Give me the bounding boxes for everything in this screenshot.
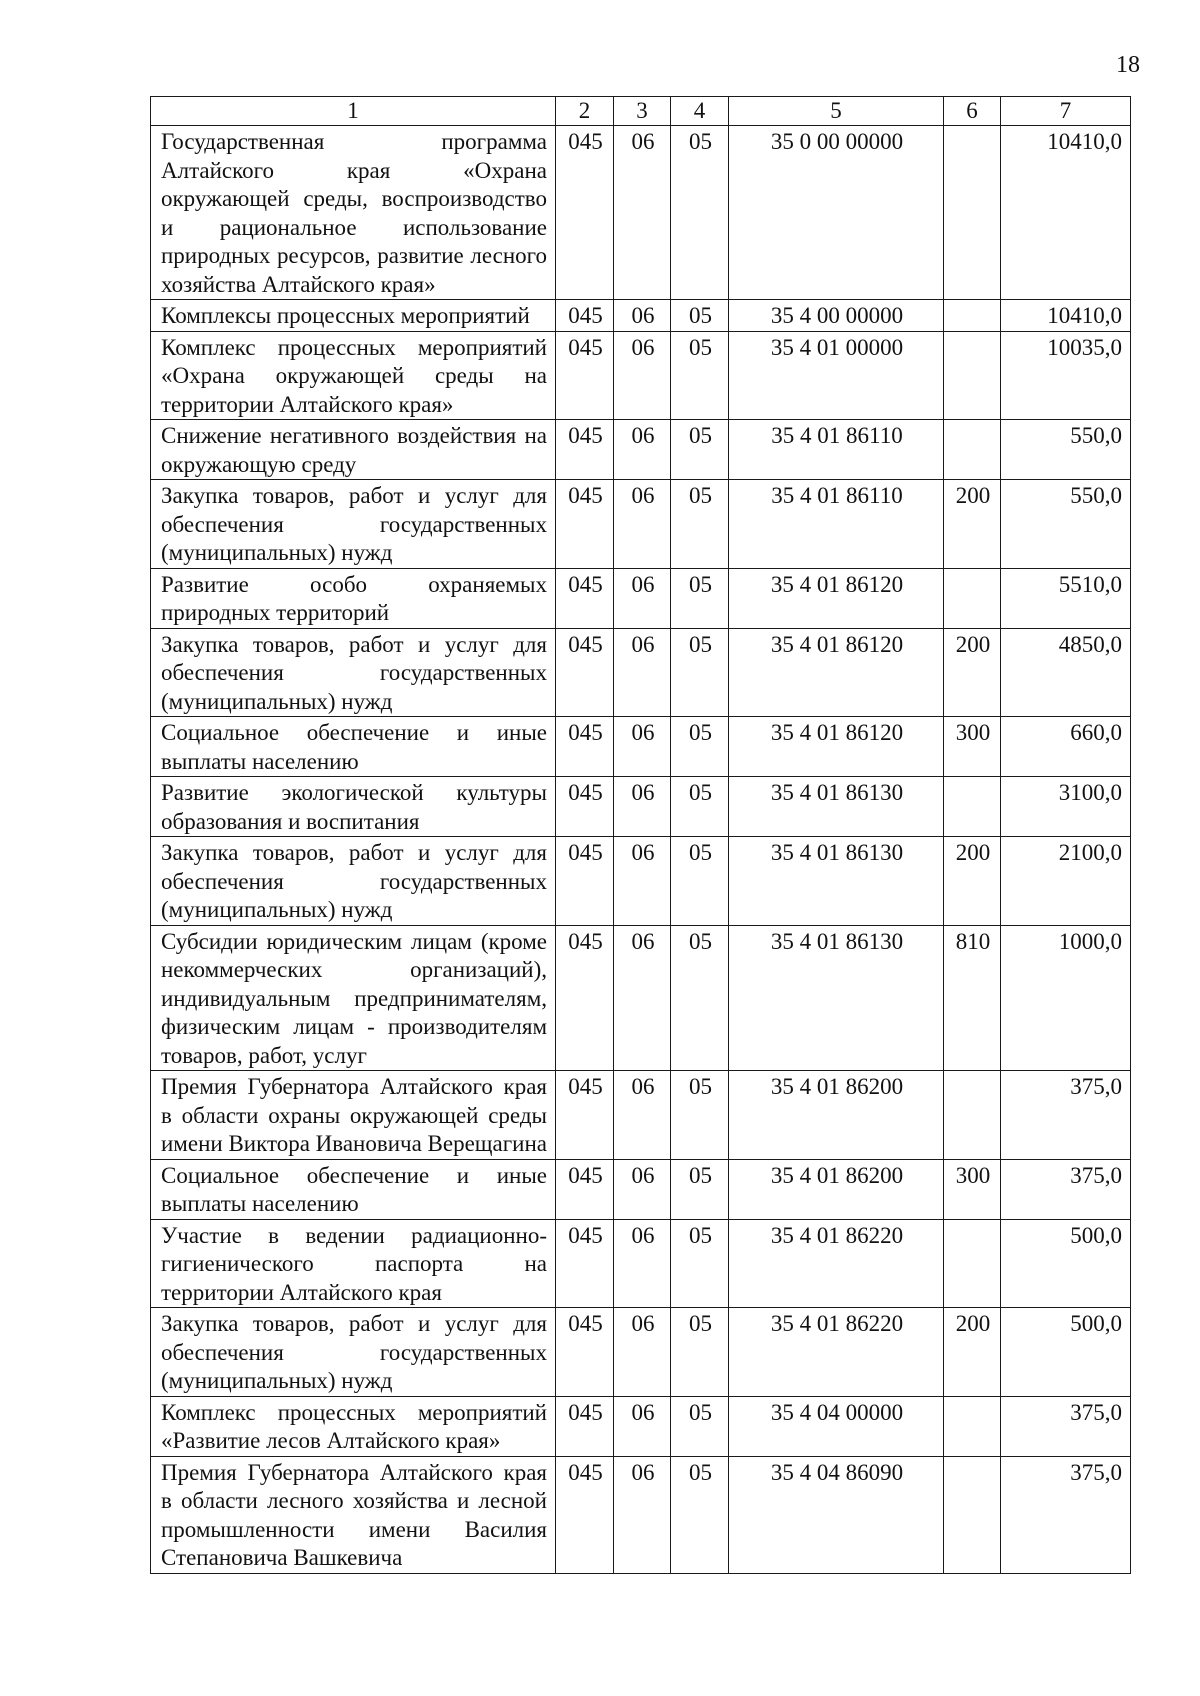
- expense-type-cell: [944, 300, 1001, 332]
- target-article-cell: 35 4 01 86130: [729, 925, 944, 1071]
- expense-type-cell: [944, 1456, 1001, 1573]
- section-code-cell: 06: [614, 568, 671, 628]
- subsection-code-cell: 05: [671, 300, 729, 332]
- item-name-cell: Снижение негативного воздействия на окружающую среду: [151, 420, 556, 480]
- target-article-cell: 35 4 01 86120: [729, 568, 944, 628]
- section-code-cell: 06: [614, 628, 671, 717]
- subsection-code-cell: 05: [671, 628, 729, 717]
- subsection-code-cell: 05: [671, 1308, 729, 1397]
- table-row: [151, 1396, 1131, 1456]
- item-name-cell: Субсидии юридическим лицам (кроме некоммерческих организаций), индивидуальным предпринимателям, физическим лицам - производителям товаров, работ, услуг: [151, 925, 556, 1071]
- ministry-code-cell: 045: [556, 628, 614, 717]
- section-code-cell: 06: [614, 126, 671, 300]
- table-row: [151, 1308, 1131, 1397]
- amount-cell: 10410,0: [1001, 126, 1131, 300]
- header-row: [151, 97, 1131, 126]
- expense-type-cell: [944, 1219, 1001, 1308]
- subsection-code-cell: 05: [671, 420, 729, 480]
- target-article-cell: 35 4 04 00000: [729, 1396, 944, 1456]
- table-body: [151, 126, 1131, 1574]
- table-row: [151, 717, 1131, 777]
- expense-type-cell: [944, 1071, 1001, 1160]
- table-row: [151, 568, 1131, 628]
- expense-type-cell: 300: [944, 717, 1001, 777]
- section-code-cell: 06: [614, 1308, 671, 1397]
- section-code-cell: 06: [614, 1396, 671, 1456]
- section-code-cell: 06: [614, 777, 671, 837]
- column-header-7: 7: [1001, 97, 1131, 126]
- table-row: [151, 837, 1131, 926]
- item-name-cell: Комплексы процессных мероприятий: [151, 300, 556, 332]
- ministry-code-cell: 045: [556, 126, 614, 300]
- amount-cell: 10035,0: [1001, 331, 1131, 420]
- section-code-cell: 06: [614, 1159, 671, 1219]
- amount-cell: 375,0: [1001, 1071, 1131, 1160]
- subsection-code-cell: 05: [671, 1071, 729, 1160]
- subsection-code-cell: 05: [671, 777, 729, 837]
- amount-cell: 550,0: [1001, 480, 1131, 569]
- expense-type-cell: 200: [944, 480, 1001, 569]
- target-article-cell: 35 4 01 86120: [729, 628, 944, 717]
- table-row: [151, 1219, 1131, 1308]
- item-name-cell: Социальное обеспечение и иные выплаты населению: [151, 717, 556, 777]
- target-article-cell: 35 4 01 86200: [729, 1071, 944, 1160]
- target-article-cell: 35 4 04 86090: [729, 1456, 944, 1573]
- section-code-cell: 06: [614, 331, 671, 420]
- amount-cell: 375,0: [1001, 1159, 1131, 1219]
- table-row: [151, 1071, 1131, 1160]
- amount-cell: 550,0: [1001, 420, 1131, 480]
- expense-type-cell: [944, 420, 1001, 480]
- ministry-code-cell: 045: [556, 1456, 614, 1573]
- amount-cell: 5510,0: [1001, 568, 1131, 628]
- page-number: 18: [1116, 52, 1140, 78]
- subsection-code-cell: 05: [671, 837, 729, 926]
- expense-type-cell: 200: [944, 628, 1001, 717]
- target-article-cell: 35 4 01 86220: [729, 1219, 944, 1308]
- target-article-cell: 35 4 01 86200: [729, 1159, 944, 1219]
- target-article-cell: 35 4 01 86130: [729, 777, 944, 837]
- section-code-cell: 06: [614, 1219, 671, 1308]
- subsection-code-cell: 05: [671, 925, 729, 1071]
- table-row: [151, 925, 1131, 1071]
- item-name-cell: Закупка товаров, работ и услуг для обеспечения государственных (муниципальных) нужд: [151, 480, 556, 569]
- item-name-cell: Социальное обеспечение и иные выплаты населению: [151, 1159, 556, 1219]
- expense-type-cell: 300: [944, 1159, 1001, 1219]
- subsection-code-cell: 05: [671, 568, 729, 628]
- amount-cell: 4850,0: [1001, 628, 1131, 717]
- item-name-cell: Премия Губернатора Алтайского края в области охраны окружающей среды имени Виктора Ивановича Верещагина: [151, 1071, 556, 1160]
- table-row: [151, 126, 1131, 300]
- column-header-5: 5: [729, 97, 944, 126]
- item-name-cell: Развитие особо охраняемых природных территорий: [151, 568, 556, 628]
- amount-cell: 2100,0: [1001, 837, 1131, 926]
- budget-table: [150, 96, 1131, 1574]
- amount-cell: 500,0: [1001, 1219, 1131, 1308]
- target-article-cell: 35 4 01 86130: [729, 837, 944, 926]
- amount-cell: 3100,0: [1001, 777, 1131, 837]
- ministry-code-cell: 045: [556, 480, 614, 569]
- item-name-cell: Премия Губернатора Алтайского края в области лесного хозяйства и лесной промышленности имени Василия Степановича Вашкевича: [151, 1456, 556, 1573]
- column-header-1: 1: [151, 97, 556, 126]
- target-article-cell: 35 4 01 86120: [729, 717, 944, 777]
- target-article-cell: 35 0 00 00000: [729, 126, 944, 300]
- table-row: [151, 628, 1131, 717]
- column-header-6: 6: [944, 97, 1001, 126]
- amount-cell: 375,0: [1001, 1396, 1131, 1456]
- item-name-cell: Закупка товаров, работ и услуг для обеспечения государственных (муниципальных) нужд: [151, 837, 556, 926]
- expense-type-cell: [944, 777, 1001, 837]
- column-header-4: 4: [671, 97, 729, 126]
- subsection-code-cell: 05: [671, 1396, 729, 1456]
- item-name-cell: Комплекс процессных мероприятий «Охрана окружающей среды на территории Алтайского края»: [151, 331, 556, 420]
- amount-cell: 375,0: [1001, 1456, 1131, 1573]
- ministry-code-cell: 045: [556, 1219, 614, 1308]
- table-row: [151, 300, 1131, 332]
- target-article-cell: 35 4 01 86110: [729, 420, 944, 480]
- expense-type-cell: 200: [944, 837, 1001, 926]
- subsection-code-cell: 05: [671, 1219, 729, 1308]
- section-code-cell: 06: [614, 1456, 671, 1573]
- item-name-cell: Участие в ведении радиационно-гигиенического паспорта на территории Алтайского края: [151, 1219, 556, 1308]
- ministry-code-cell: 045: [556, 717, 614, 777]
- ministry-code-cell: 045: [556, 1308, 614, 1397]
- table-row: [151, 420, 1131, 480]
- subsection-code-cell: 05: [671, 1159, 729, 1219]
- ministry-code-cell: 045: [556, 837, 614, 926]
- subsection-code-cell: 05: [671, 480, 729, 569]
- ministry-code-cell: 045: [556, 300, 614, 332]
- table-row: [151, 1456, 1131, 1573]
- amount-cell: 660,0: [1001, 717, 1131, 777]
- section-code-cell: 06: [614, 480, 671, 569]
- expense-type-cell: [944, 126, 1001, 300]
- ministry-code-cell: 045: [556, 568, 614, 628]
- expense-type-cell: [944, 331, 1001, 420]
- table-row: [151, 331, 1131, 420]
- amount-cell: 500,0: [1001, 1308, 1131, 1397]
- item-name-cell: Закупка товаров, работ и услуг для обеспечения государственных (муниципальных) нужд: [151, 628, 556, 717]
- item-name-cell: Закупка товаров, работ и услуг для обеспечения государственных (муниципальных) нужд: [151, 1308, 556, 1397]
- table-row: [151, 777, 1131, 837]
- column-header-2: 2: [556, 97, 614, 126]
- subsection-code-cell: 05: [671, 717, 729, 777]
- section-code-cell: 06: [614, 837, 671, 926]
- item-name-cell: Комплекс процессных мероприятий «Развитие лесов Алтайского края»: [151, 1396, 556, 1456]
- target-article-cell: 35 4 01 00000: [729, 331, 944, 420]
- item-name-cell: Государственная программа Алтайского края «Охрана окружающей среды, воспроизводство и рациональное использование природных ресурсов, развитие лесного хозяйства Алтайского края»: [151, 126, 556, 300]
- ministry-code-cell: 045: [556, 331, 614, 420]
- expense-type-cell: 200: [944, 1308, 1001, 1397]
- subsection-code-cell: 05: [671, 126, 729, 300]
- amount-cell: 1000,0: [1001, 925, 1131, 1071]
- ministry-code-cell: 045: [556, 925, 614, 1071]
- item-name-cell: Развитие экологической культуры образования и воспитания: [151, 777, 556, 837]
- ministry-code-cell: 045: [556, 1159, 614, 1219]
- target-article-cell: 35 4 01 86110: [729, 480, 944, 569]
- table-row: [151, 1159, 1131, 1219]
- expense-type-cell: 810: [944, 925, 1001, 1071]
- section-code-cell: 06: [614, 717, 671, 777]
- section-code-cell: 06: [614, 300, 671, 332]
- amount-cell: 10410,0: [1001, 300, 1131, 332]
- ministry-code-cell: 045: [556, 1396, 614, 1456]
- ministry-code-cell: 045: [556, 1071, 614, 1160]
- ministry-code-cell: 045: [556, 777, 614, 837]
- table-row: [151, 480, 1131, 569]
- expense-type-cell: [944, 1396, 1001, 1456]
- subsection-code-cell: 05: [671, 331, 729, 420]
- column-header-3: 3: [614, 97, 671, 126]
- subsection-code-cell: 05: [671, 1456, 729, 1573]
- section-code-cell: 06: [614, 1071, 671, 1160]
- section-code-cell: 06: [614, 420, 671, 480]
- ministry-code-cell: 045: [556, 420, 614, 480]
- section-code-cell: 06: [614, 925, 671, 1071]
- target-article-cell: 35 4 01 86220: [729, 1308, 944, 1397]
- target-article-cell: 35 4 00 00000: [729, 300, 944, 332]
- expense-type-cell: [944, 568, 1001, 628]
